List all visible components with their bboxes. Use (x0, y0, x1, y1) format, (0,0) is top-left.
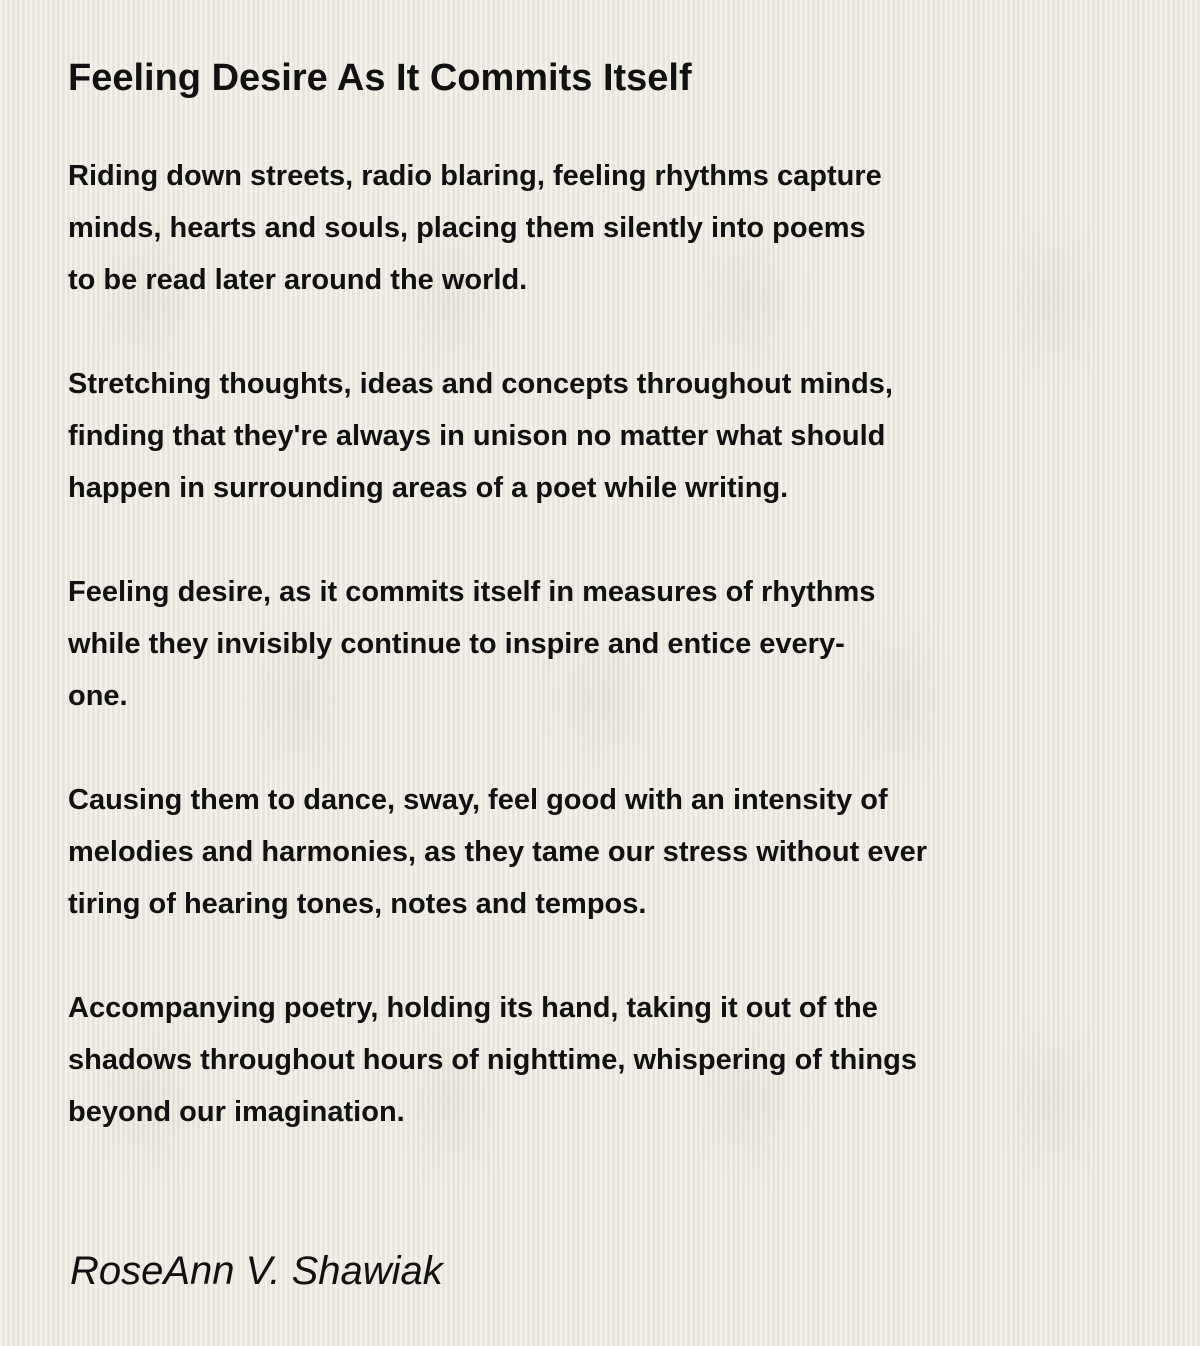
poem-line: Accompanying poetry, holding its hand, taking it out of the (68, 992, 878, 1024)
poem-title: Feeling Desire As It Commits Itself (68, 57, 692, 99)
poem-line: while they invisibly continue to inspire and entice every- (68, 628, 845, 660)
poem-line: Causing them to dance, sway, feel good with an intensity of (68, 784, 888, 816)
poem-line: finding that they're always in unison no matter what should (68, 420, 886, 452)
poem-line: Feeling desire, as it commits itself in measures of rhythms (68, 576, 876, 608)
stanza-1 (68, 150, 1168, 306)
poem-line: beyond our imagination. (68, 1096, 405, 1128)
poem-author: RoseAnn V. Shawiak (70, 1249, 443, 1293)
poem-line: minds, hearts and souls, placing them silently into poems (68, 212, 866, 244)
poem-line: shadows throughout hours of nighttime, whispering of things (68, 1044, 917, 1076)
poem-line: to be read later around the world. (68, 264, 528, 296)
poem-line: Stretching thoughts, ideas and concepts throughout minds, (68, 368, 893, 400)
stanza-2 (68, 358, 1168, 514)
poem-line: tiring of hearing tones, notes and tempos. (68, 888, 647, 920)
poem-line: happen in surrounding areas of a poet while writing. (68, 472, 789, 504)
poem-line: Riding down streets, radio blaring, feeling rhythms capture (68, 160, 882, 192)
poem-body (68, 150, 1168, 1190)
poem-line: one. (68, 680, 128, 712)
stanza-5 (68, 982, 1168, 1138)
stanza-3 (68, 566, 1168, 722)
poem-line: melodies and harmonies, as they tame our stress without ever (68, 836, 927, 868)
stanza-4 (68, 774, 1168, 930)
